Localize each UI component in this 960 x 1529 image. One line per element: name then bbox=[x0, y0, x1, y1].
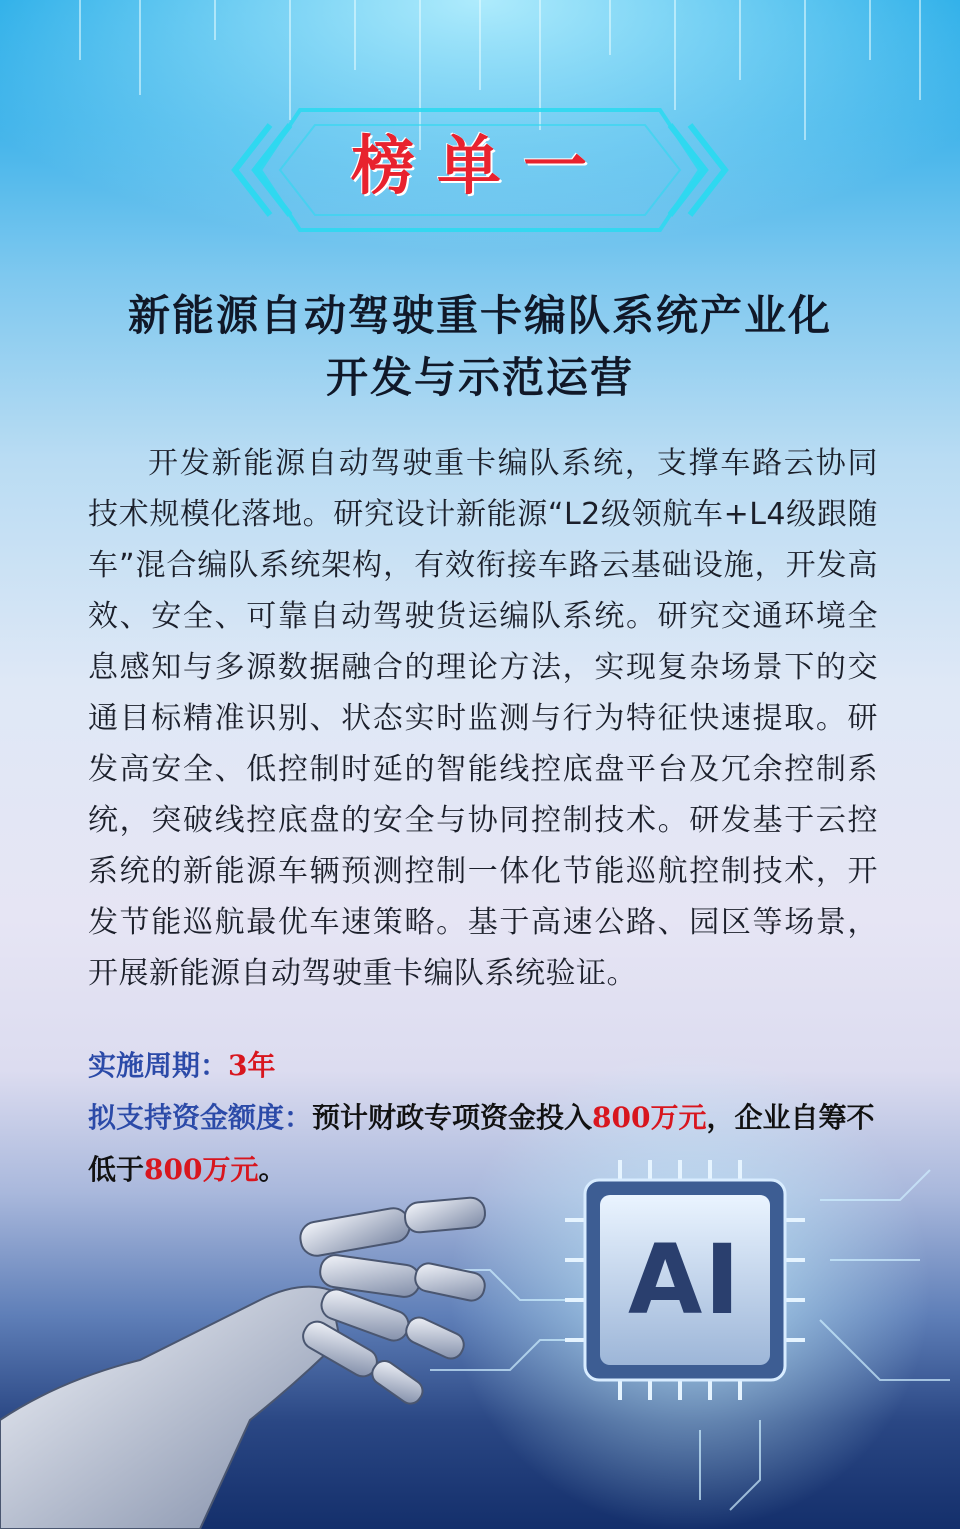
robot-hand-graphic bbox=[0, 1197, 487, 1529]
chip-label: AI bbox=[627, 1224, 742, 1336]
funding-amount-a: 800万元 bbox=[592, 1101, 707, 1134]
banner-title: 榜单一 bbox=[351, 129, 609, 204]
description-paragraph: 开发新能源自动驾驶重卡编队系统，支撑车路云协同技术规模化落地。研究设计新能源“L2级领航车+L4级跟随车”混合编队系统架构，有效衔接车路云基础设施，开发高效、安全、可靠自动驾驶货运编队系统。研究交通环境全息感知与多源数据融合的理论方法，实现复杂场景下的交通目标精准识别、状态实时监测与行为特征快速提取。研发高安全、低控制时延的智能线控底盘平台及冗余控制系统，突破线控底盘的安全与协同控制技术。研发基于云控系统的新能源车辆预测控制一体化节能巡航控制技术，开发节能巡航最优车速策略。基于高速公路、园区等场景，开展新能源自动驾驶重卡编队系统验证。 bbox=[88, 446, 878, 991]
funding-text-a: 预计财政专项资金投入 bbox=[312, 1101, 593, 1134]
page-title-line2: 开发与示范运营 bbox=[325, 353, 634, 402]
page-title-line1: 新能源自动驾驶重卡编队系统产业化 bbox=[127, 291, 832, 340]
funding-amount-b: 800万元 bbox=[144, 1153, 259, 1186]
period-value: 3年 bbox=[228, 1049, 276, 1082]
funding-label: 拟支持资金额度： bbox=[88, 1101, 313, 1134]
period-row bbox=[88, 1040, 878, 1092]
funding-text-b: ，企业自筹不低于 bbox=[88, 1101, 875, 1186]
period-label: 实施周期： bbox=[88, 1049, 229, 1082]
funding-text-c: 。 bbox=[258, 1153, 287, 1186]
funding-row bbox=[88, 1092, 878, 1196]
